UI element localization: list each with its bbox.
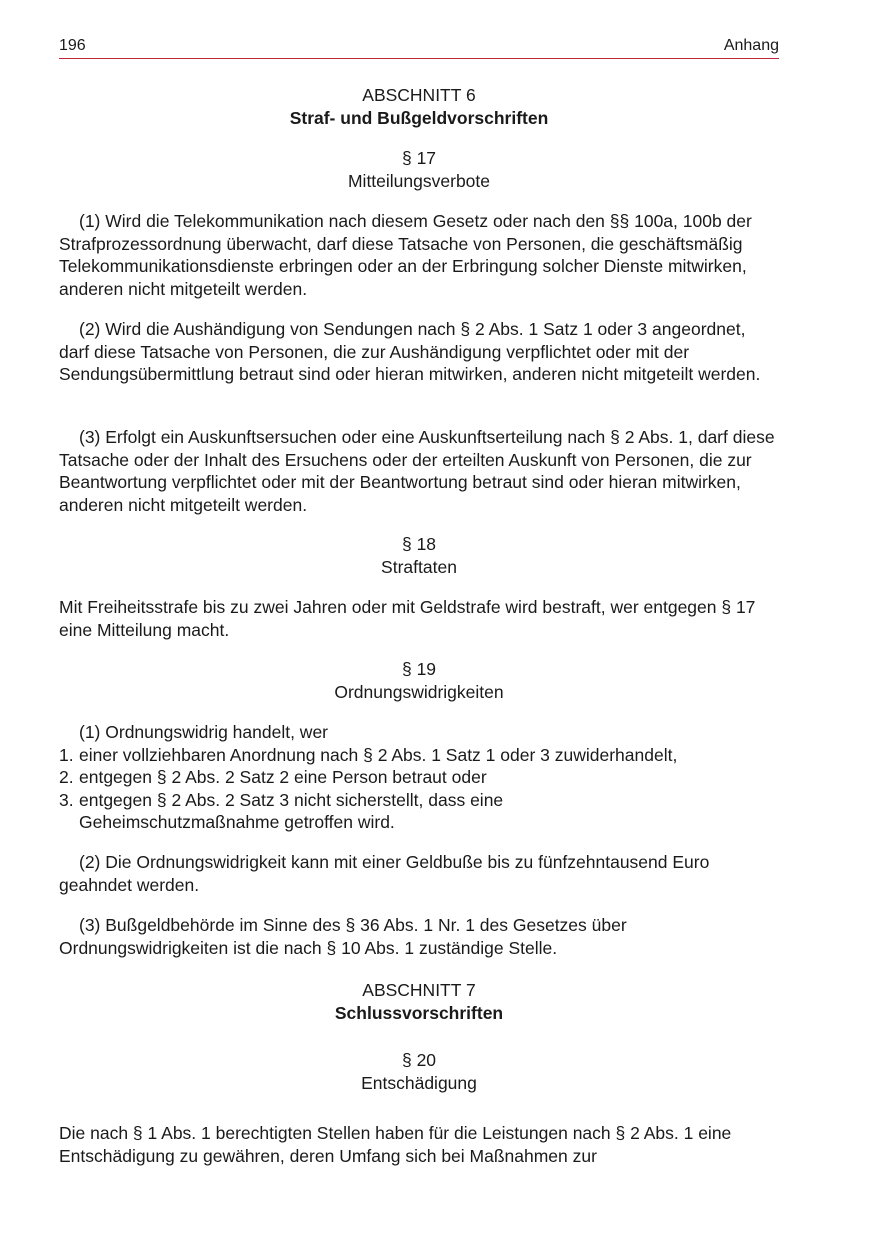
paragraph-number: § 18 xyxy=(401,534,437,554)
section-6-heading xyxy=(59,84,779,129)
list-item: 1. einer vollziehbaren Anordnung nach § 2 Abs. 1 Satz 1 oder 3 zuwiderhandelt, xyxy=(59,744,678,765)
section-title: Anhang xyxy=(723,37,779,54)
body-paragraph: Mit Freiheitsstrafe bis zu zwei Jahren oder mit Geldstrafe wird bestraft, wer entgegen § 17 eine Mitteilung macht. xyxy=(59,597,756,640)
p17-abs1 xyxy=(59,210,779,300)
paragraph-17-heading xyxy=(59,147,779,192)
body-paragraph: (2) Wird die Aushändigung von Sendungen nach § 2 Abs. 1 Satz 1 oder 3 angeordnet, darf diese Tatsache von Personen, die zur Aushändigung verpflichtet oder mit der Sendungsübermittlung betraut sind oder hieran mitwirken, anderen nicht mitgeteilt werden. xyxy=(59,319,761,384)
section-7-heading xyxy=(59,979,779,1024)
p17-abs2 xyxy=(59,318,779,386)
p20-text xyxy=(59,1122,779,1167)
body-paragraph: (3) Erfolgt ein Auskunftsersuchen oder eine Auskunftserteilung nach § 2 Abs. 1, darf diese Tatsache oder der Inhalt des Ersuchens oder der erteilten Auskunft von Personen, die zur Beantwortung verpflichtet oder mit der Beantwortung betraut sind oder hieran mitwirken, anderen nicht mitgeteilt werden. xyxy=(59,427,775,515)
numbered-list xyxy=(59,744,779,834)
paragraph-title: Straftaten xyxy=(381,556,457,577)
section-title: Straf- und Bußgeldvorschriften xyxy=(289,107,549,128)
paragraph-20-heading xyxy=(59,1049,779,1094)
paragraph-19-heading xyxy=(59,658,779,703)
p17-abs3 xyxy=(59,426,779,516)
p18-text xyxy=(59,596,779,641)
p19-abs2 xyxy=(59,851,779,896)
body-paragraph: Die nach § 1 Abs. 1 berechtigten Stellen haben für die Leistungen nach § 2 Abs. 1 eine Entschädigung zu gewähren, deren Umfang sich bei Maßnahmen zur xyxy=(59,1123,732,1166)
p19-abs1 xyxy=(59,721,779,834)
section-title: Schlussvorschriften xyxy=(334,1002,504,1023)
paragraph-title: Entschädigung xyxy=(361,1072,477,1093)
paragraph-number: § 17 xyxy=(401,148,437,168)
body-paragraph: (2) Die Ordnungswidrigkeit kann mit einer Geldbuße bis zu fünfzehntausend Euro geahndet werden. xyxy=(59,852,710,895)
body-paragraph: (1) Wird die Telekommunikation nach diesem Gesetz oder nach den §§ 100a, 100b der Strafprozessordnung überwacht, darf diese Tatsache von Personen, die geschäftsmäßig Telekommunikationsdienste erbringen oder an der Erbringung solcher Dienste mitwirken, anderen nicht mitgeteilt werden. xyxy=(59,211,752,299)
paragraph-number: § 19 xyxy=(401,659,437,679)
section-label: ABSCHNITT 6 xyxy=(362,85,476,105)
page-number: 196 xyxy=(59,37,86,54)
running-header xyxy=(59,36,779,59)
paragraph-number: § 20 xyxy=(401,1050,437,1070)
paragraph-title: Ordnungswidrigkeiten xyxy=(334,681,504,702)
section-label: ABSCHNITT 7 xyxy=(362,980,476,1000)
body-paragraph: (1) Ordnungswidrig handelt, wer xyxy=(79,722,329,742)
paragraph-title: Mitteilungsverbote xyxy=(347,170,491,191)
list-item: 2. entgegen § 2 Abs. 2 Satz 2 eine Person betraut oder xyxy=(59,767,487,787)
p19-abs3 xyxy=(59,914,779,959)
paragraph-18-heading xyxy=(59,533,779,578)
list-item: 3. entgegen § 2 Abs. 2 Satz 3 nicht sicherstellt, dass eine Geheimschutzmaßnahme getroffen wird. xyxy=(59,789,504,832)
body-paragraph: (3) Bußgeldbehörde im Sinne des § 36 Abs. 1 Nr. 1 des Gesetzes über Ordnungswidrigkeiten ist die nach § 10 Abs. 1 zuständige Stelle. xyxy=(59,915,627,958)
